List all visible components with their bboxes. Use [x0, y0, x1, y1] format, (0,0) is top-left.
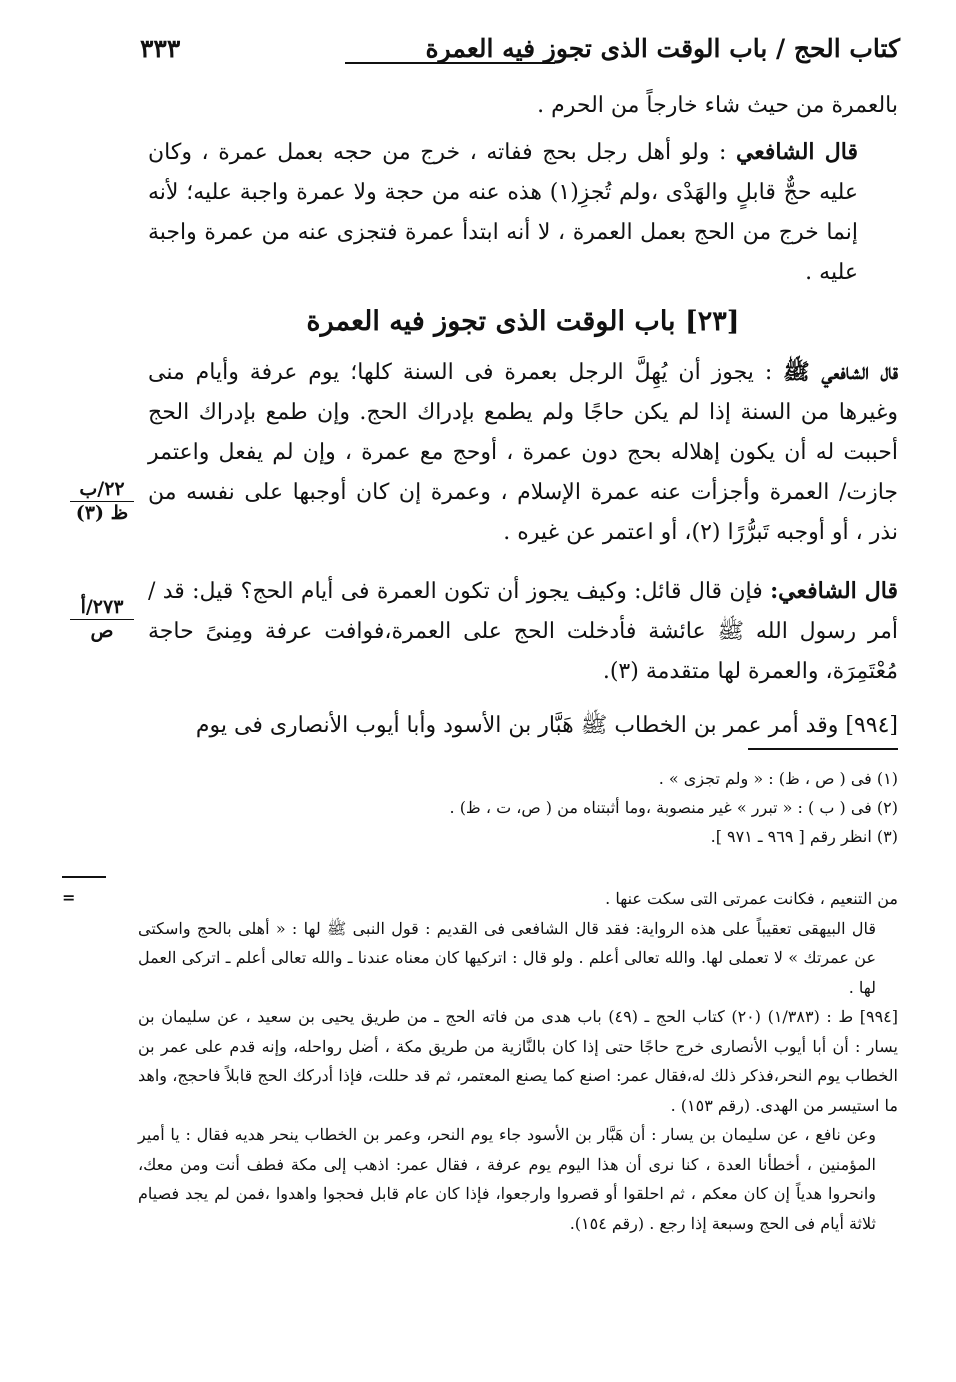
commentary-separator: [62, 876, 106, 878]
running-head: [140, 34, 900, 74]
section-paragraph-3: [٩٩٤] وقد أمر عمر بن الخطاب ﷺ هَبَّار بن الأسود وأبا أيوب الأنصارى فى يوم: [195, 713, 898, 738]
section-paragraph-2: [148, 571, 898, 692]
commentary: [138, 884, 898, 1238]
section-body: [148, 352, 898, 746]
margin-note: [70, 596, 134, 642]
paragraph-text: : يجوز أن يُهِلَّ الرجل بعمرة فى السنة كلها؛ يوم عرفة وأيام منى وغيرها من السنة إذا لم يكن حاجًا ولم يطمع بإدراك الحج. وإن طمع بإدراك الحج أحببت له أن يكون إهلاله بحج دون عمرة ، أوحج مع عمرة ، وإن لم يفعل واعتمر جازت/ العمرة وأجزأت عنه عمرة الإسلام ، وعمرة إن كان أوجبها على نفسه من نذر ، أو أوجبه تَبرُّرًا (٢)، أو اعتمر عن غيره .: [148, 360, 898, 545]
page-number: ٣٣٣: [140, 34, 181, 63]
footnotes: [138, 764, 898, 851]
footnote: (٣) انظر رقم [ ٩٦٩ ـ ٩٧١ ].: [710, 827, 898, 846]
commentary-paragraph: قال البيهقى تعقيباً على هذه الرواية: فقد قال الشافعى فى القديم : قول النبى ﷺ لها : « أهلى بالحج واسكتى عن عمرتك » لا تعملى لها. والله تعالى أعلم . ولو قال : اتركيها كان معناه عندنا ـ والله تعالى أعلم ـ اتركى العمل لها .: [138, 918, 876, 997]
speaker-label: قال الشافعي:: [770, 578, 898, 604]
intro-line: بالعمرة من حيث شاء خارجاً من الحرم .: [537, 93, 898, 118]
footnote-separator: [748, 748, 898, 750]
margin-folio: ٢٧٣/أ: [70, 596, 134, 620]
continuation-marker: =: [62, 888, 76, 907]
margin-siglum: ص: [90, 620, 114, 642]
speaker-label: قال الشافعي: [735, 139, 858, 165]
commentary-paragraph: [٩٩٤] ط : (١/٣٨٣) (٢٠) كتاب الحج ـ (٤٩) باب هدى من فاته الحج ـ من طريق يحيى بن سعيد ، عن سليمان بن يسار : أن أبا أيوب الأنصارى خرج حاجًا حتى إذا كان بالنَّازية من طريق مكة ، أضل رواحله، وإنه قدم على عمر بن الخطاب يوم النحر،فذكر ذلك له،فقال عمر: اصنع كما يصنع المعتمر، ثم قد حللت، فإذا أدركك الحج قابلاً فاحجج، واهد ما استيسر من الهدى. (رقم ١٥٣) .: [138, 1007, 899, 1115]
paragraph-text: : ولو أهل رجل بحج ففاته ، خرج من حجه بعمل عمرة ، وكان عليه حجٌّ قابلٍ والهَدْى ،ولم تُجزِ(١) هذه عنه من حجة ولا عمرة واجبة عليه؛ لأنه إنما خرج من الحج بعمل العمرة ، لا أنه ابتدأ عمرة فتجزى عنه من عمرة واجبة عليه .: [148, 140, 858, 285]
intro-paragraph: [148, 132, 898, 293]
section-heading: [٢٣] باب الوقت الذى تجوز فيه العمرة: [306, 306, 740, 337]
speaker-label: قال الشافعي ﷺ: [783, 359, 898, 385]
margin-note: [70, 478, 134, 524]
running-head-rule: [345, 62, 555, 64]
margin-siglum: ظ (٣): [75, 502, 129, 524]
footnote: (٢) فى ( ب ) : « تبرر » غير منصوبة ،وما أثبتناه من ( ص، ت ، ظ) .: [449, 798, 898, 817]
commentary-line: من التنعيم ، فكانت عمرتى التى سكت عنها .: [605, 889, 898, 908]
running-head-title: كتاب الحج / باب الوقت الذى تجوز فيه العمرة: [425, 34, 900, 63]
commentary-paragraph: وعن نافع ، عن سليمان بن يسار : أن هَبَّار بن الأسود جاء يوم النحر، وعمر بن الخطاب ينحر هديه فقال : يا أمير المؤمنين ، أخطأنا العدة ، كنا نرى أن هذا اليوم يوم عرفة ، فقال عمر: اذهب إلى مكة فطف أنت ومن معك، وانحروا هدياً إن كان معكم ، ثم احلقوا أو قصروا وارجعوا، فإذا كان عام قابل فحجوا واهدوا ،فمن لم يجد فصيام ثلاثة أيام فى الحج وسبعة إذا رجع . (رقم ١٥٤).: [138, 1125, 877, 1233]
intro-block: [148, 86, 898, 293]
section-paragraph-1: [148, 352, 898, 553]
paragraph-text: فإن قال قائل: وكيف يجوز أن تكون العمرة فى أيام الحج؟ قيل: قد /أمر رسول الله ﷺ عائشة فأدخلت الحج على العمرة،فوافت عرفة ومِنىً حاجة مُعْتَمِرَة، والعمرة لها متقدمة (٣).: [148, 579, 898, 684]
footnote: (١) فى ( ص ، ظ) : « ولم تجزى » .: [658, 769, 898, 788]
margin-folio: ٢٢/ب: [70, 478, 134, 502]
